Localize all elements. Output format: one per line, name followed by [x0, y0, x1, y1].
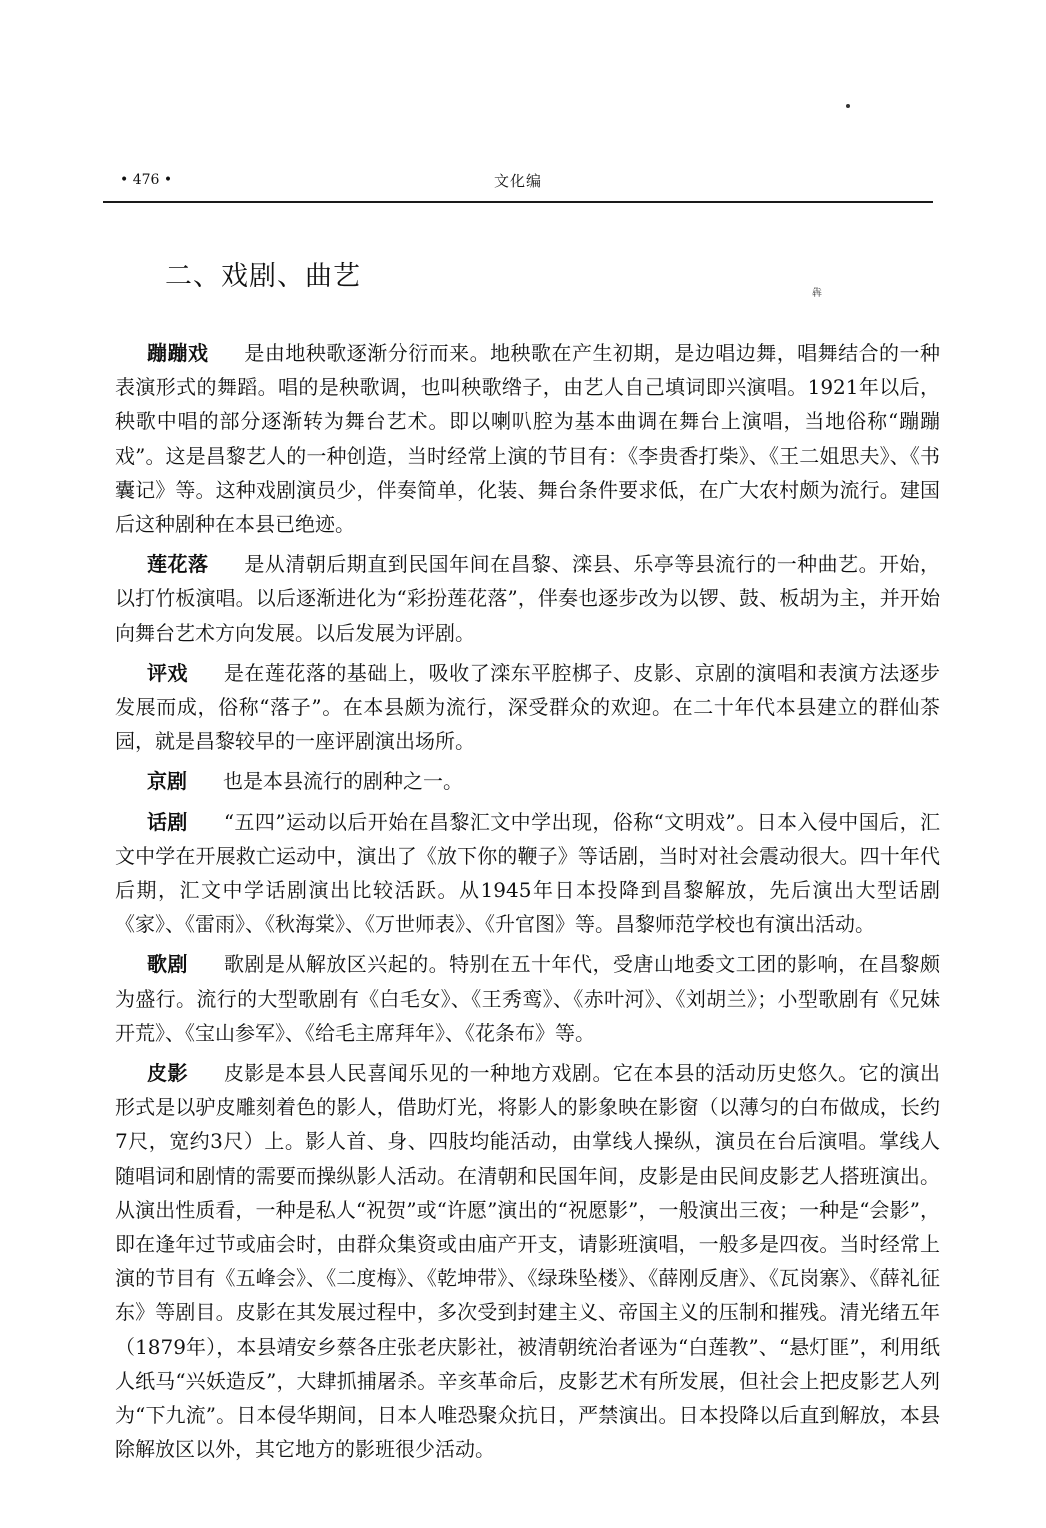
entry-term: 京剧 — [147, 769, 187, 794]
entry-huaju — [115, 805, 940, 942]
scan-speck — [846, 104, 850, 108]
entry-text: 歌剧是从解放区兴起的。特别在五十年代，受唐山地委文工团的影响，在昌黎颇为盛行。流行的大型歌剧有《白毛女》、《王秀鸾》、《赤叶河》、《刘胡兰》；小型歌剧有《兄妹开荒》、《宝山参军》、《给毛主席拜年》、《花条布》等。 — [115, 952, 941, 1045]
entry-pingxi — [115, 656, 940, 759]
entry-text: 皮影是本县人民喜闻乐见的一种地方戏剧。它在本县的活动历史悠久。它的演出形式是以驴皮雕刻着色的影人，借助灯光，将影人的影象映在影窗（以薄匀的白布做成，长约7尺，宽约3尺）上。影人首、身、四肢均能活动，由掌线人操纵，演员在台后演唱。掌线人随唱词和剧情的需要而操纵影人活动。在清朝和民国年间，皮影是由民间皮影艺人搭班演出。从演出性质看，一种是私人“祝贺”或“许愿”演出的“祝愿影”，一般演出三夜；一种是“会影”，即在逢年过节或庙会时，由群众集资或由庙产开支，请影班演唱，一般多是四夜。当时经常上演的节目有《五峰会》、《二度梅》、《乾坤带》、《绿珠坠楼》、《薛刚反唐》、《瓦岗寨》、《薛礼征东》等剧目。皮影在其发展过程中，多次受到封建主义、帝国主义的压制和摧残。清光绪五年（1879年），本县靖安乡蔡各庄张老庆影社，被清朝统治者诬为“白莲教”、“悬灯匪”，利用纸人纸马“兴妖造反”，大肆抓捕屠杀。辛亥革命后，皮影艺术有所发展，但社会上把皮影艺人列为“下九流”。日本侵华期间，日本人唯恐聚众抗日，严禁演出。日本投降以后直到解放，本县除解放区以外，其它地方的影班很少活动。 — [115, 1061, 941, 1462]
entry-text: 是在莲花落的基础上，吸收了滦东平腔梆子、皮影、京剧的演唱和表演方法逐步发展而成，俗称“落子”。在本县颇为流行，深受群众的欢迎。在二十年代本县建立的群仙茶园，就是昌黎较早的一座评剧演出场所。 — [115, 660, 941, 754]
entry-bengbengxi — [115, 336, 940, 541]
entry-term: 皮影 — [147, 1061, 188, 1086]
header-rule — [103, 201, 933, 203]
entry-text: 是由地秧歌逐渐分衍而来。地秧歌在产生初期，是边唱边舞，唱舞结合的一种表演形式的舞蹈。唱的是秧歌调，也叫秧歌绺子，由艺人自己填词即兴演唱。1921年以后，秧歌中唱的部分逐渐转为舞台艺术。即以喇叭腔为基本曲调在舞台上演唱，当地俗称“蹦蹦戏”。这是昌黎艺人的一种创造，当时经常上演的节目有：《李贵香打柴》、《王二姐思夫》、《书囊记》等。这种戏剧演员少，伴奏简单，化装、舞台条件要求低，在广大农村颇为流行。建国后这种剧种在本县已绝迹。 — [115, 341, 941, 537]
entry-text: 是从清朝后期直到民国年间在昌黎、滦县、乐亭等县流行的一种曲艺。开始，以打竹板演唱。以后逐渐进化为“彩扮莲花落”，伴奏也逐步改为以锣、鼓、板胡为主，并开始向舞台艺术方向发展。以后发展为评剧。 — [115, 552, 941, 645]
page-number: • 476 • — [120, 172, 173, 188]
entry-text: “五四”运动以后开始在昌黎汇文中学出现，俗称“文明戏”。日本入侵中国后，汇文中学在开展救亡运动中，演出了《放下你的鞭子》等话剧，当时对社会震动很大。四十年代后期，汇文中学话剧演出比较活跃。从1945年日本投降到昌黎解放，先后演出大型话剧《家》、《雷雨》、《秋海棠》、《万世师表》、《升官图》等。昌黎师范学校也有演出活动。 — [115, 809, 941, 937]
entry-term: 话剧 — [147, 809, 188, 834]
section-title: 二、戏剧、曲艺 — [165, 261, 361, 292]
entry-lianhualuo — [115, 547, 940, 650]
entry-term: 莲花落 — [147, 552, 209, 577]
article-body — [115, 336, 940, 1473]
entry-geju — [115, 947, 940, 1050]
entry-jingju — [115, 764, 940, 798]
entry-piying — [115, 1056, 940, 1466]
page-header — [103, 168, 933, 198]
entry-term: 歌剧 — [147, 952, 188, 977]
entry-text: 也是本县流行的剧种之一。 — [223, 769, 463, 794]
running-section-title: 文化编 — [493, 172, 542, 190]
entry-term: 评戏 — [147, 660, 188, 685]
entry-term: 蹦蹦戏 — [147, 341, 209, 365]
margin-mark: 犇 — [812, 288, 822, 299]
